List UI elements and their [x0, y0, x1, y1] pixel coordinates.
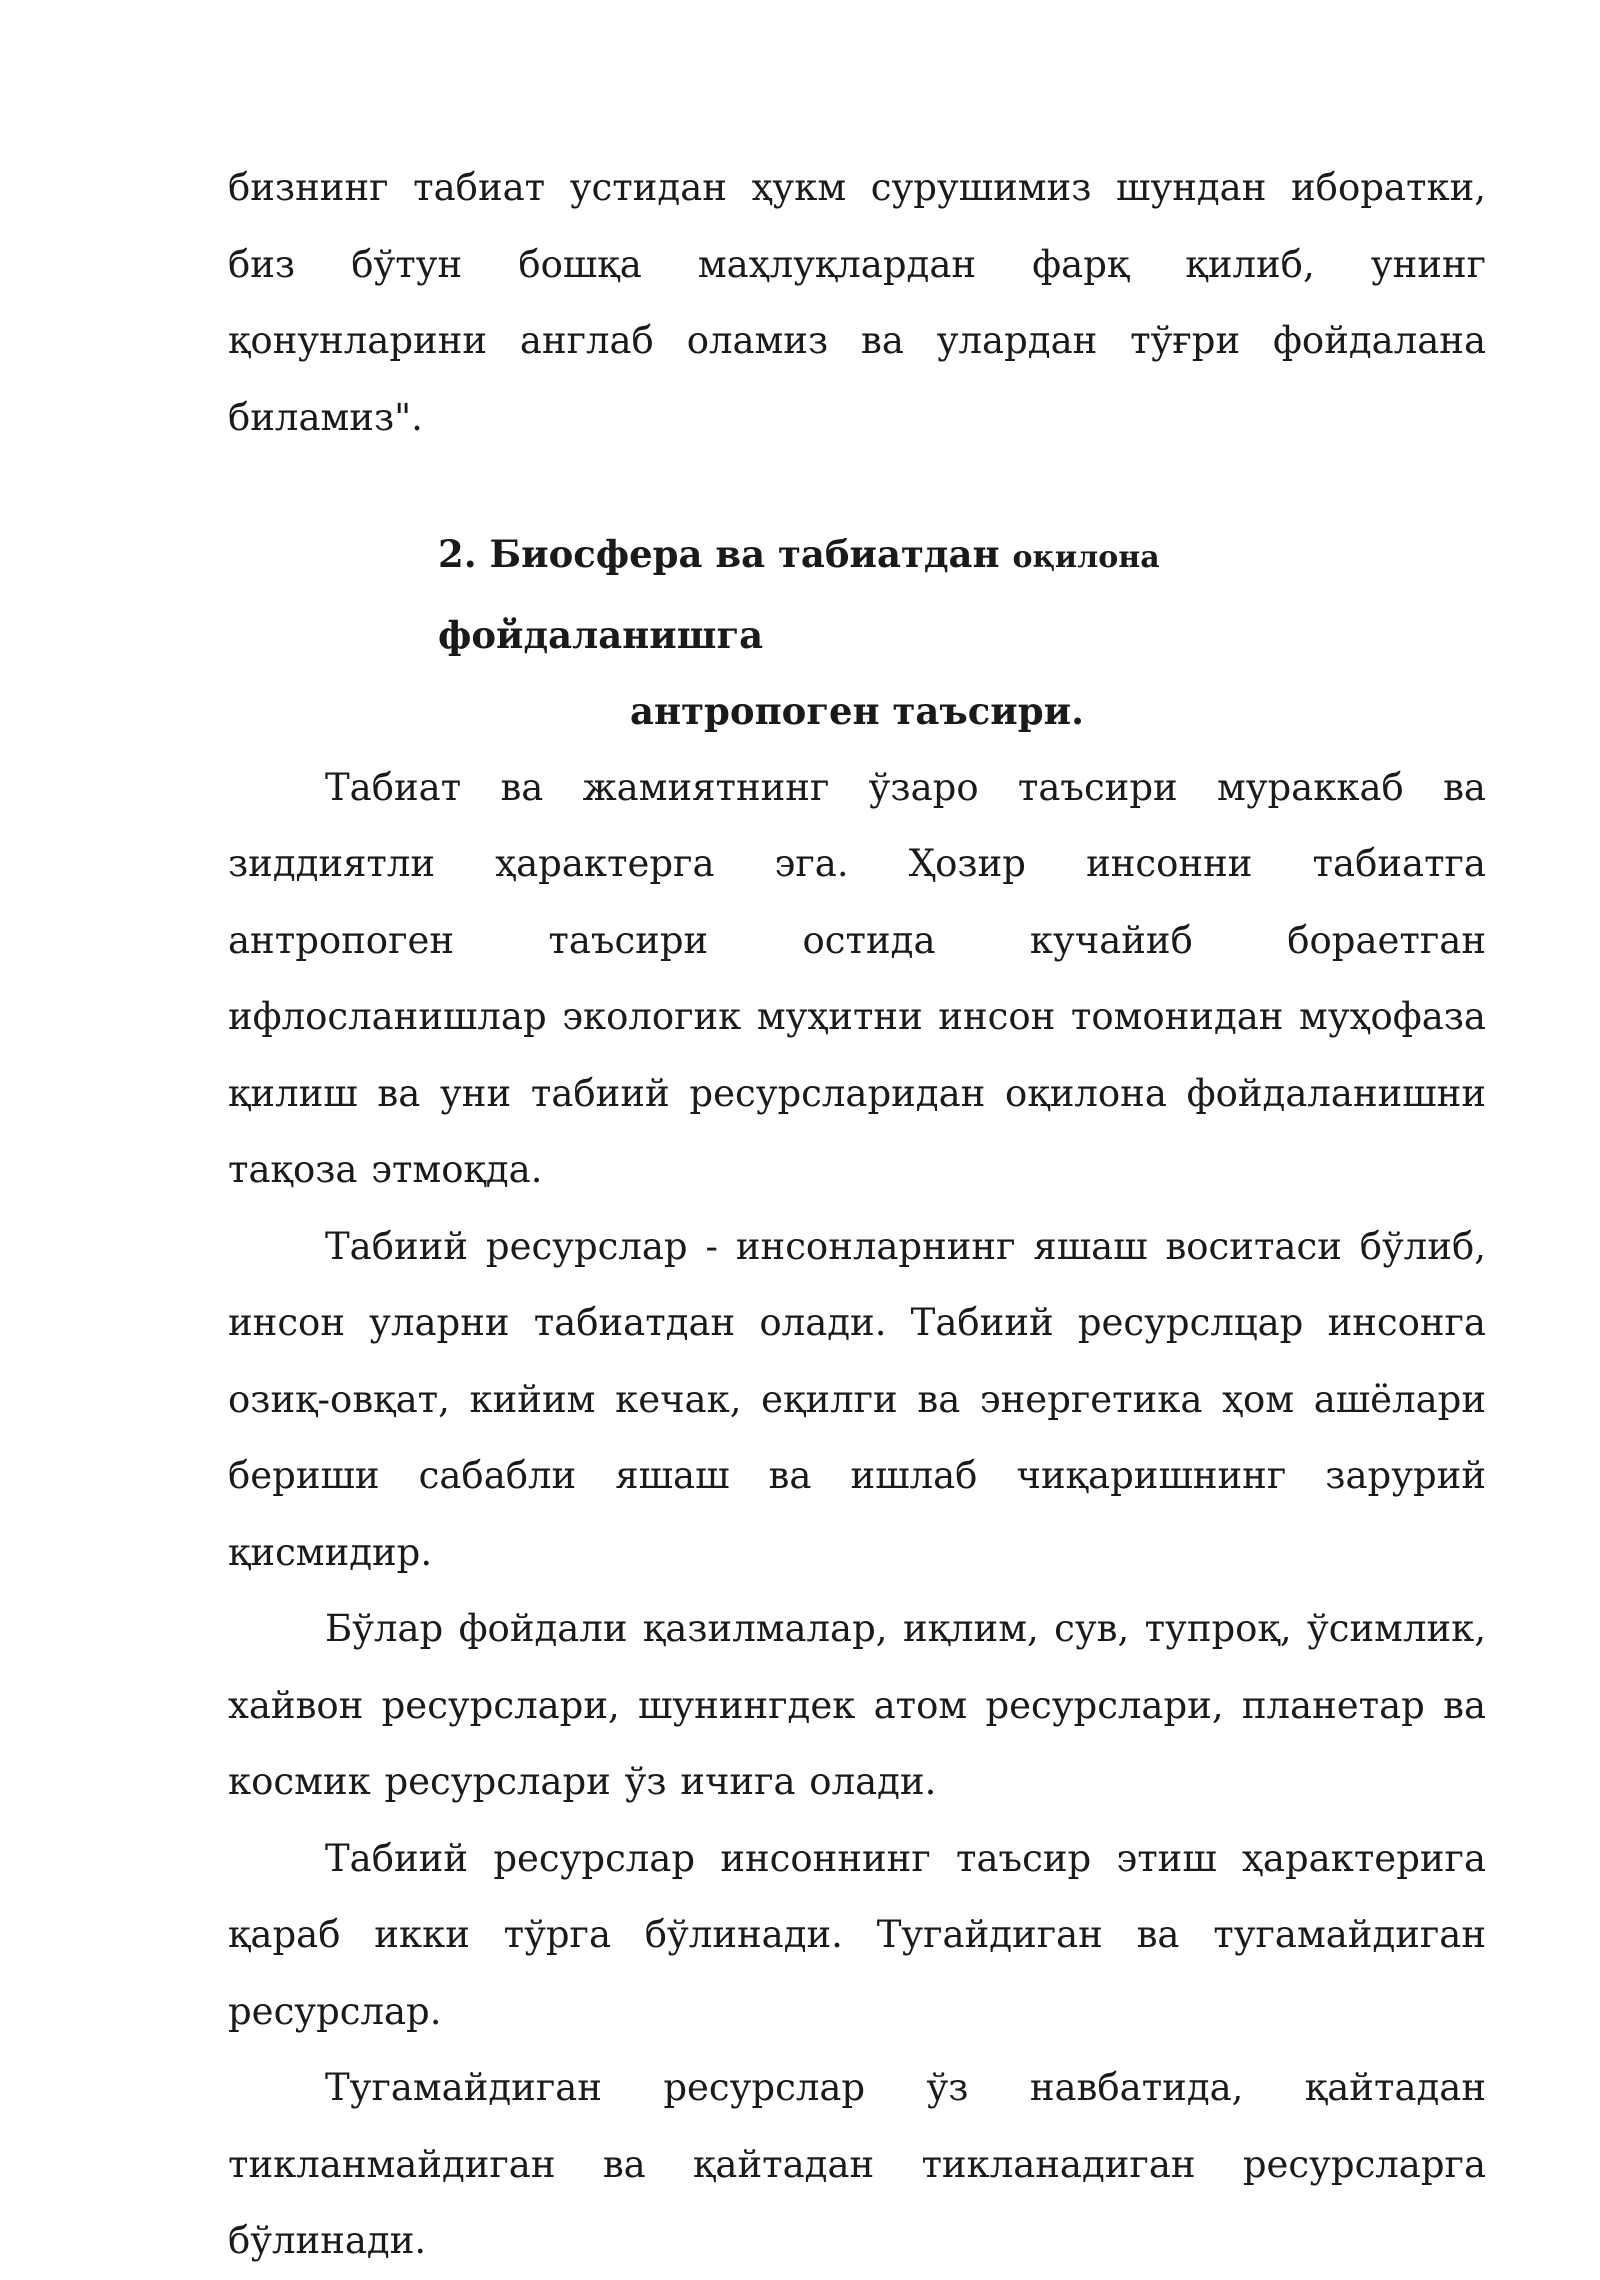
paragraph-inexhaustible-resources: Тугамайдиган ресурслар ўз навбатида, қайтадан тикланмайдиган ва қайтадан тикланадиган ресурсларга бўлинади.: [228, 2066, 1486, 2262]
heading-text-end: фойдаланишга: [438, 612, 764, 657]
paragraph-nature-society: Табиат ва жамиятнинг ўзаро таъсири мураккаб ва зиддиятли ҳарактерга эга. Ҳозир инсонни табиатга антропоген таъсири остида кучайиб бораетган ифлосланишлар экологик муҳитни инсон томонидан муҳофаза қилиш ва уни табиий ресурсларидан оқилона фойдаланишни тақоза этмоқда.: [228, 765, 1486, 1191]
section-heading-line-2: антропоген таъсири.: [630, 689, 1084, 733]
heading-text-small: оқилона: [1012, 540, 1160, 575]
paragraph-resource-types: Бўлар фойдали қазилмалар, иқлим, сув, тупроқ, ўсимлик, хайвон ресурслари, шунингдек атом ресурслари, планетар ва космик ресурслари ўз ичига олади.: [228, 1607, 1486, 1803]
section-heading-line-1: [228, 516, 1486, 673]
paragraph-resource-division: Табиий ресурслар инсоннинг таъсир этиш ҳарактерига қараб икки тўрга бўлинади. Тугайдиган ва тугамайдиган ресурслар.: [228, 1836, 1486, 2033]
paragraph-natural-resources: Табиий ресурслар - инсонларнинг яшаш воситаси бўлиб, инсон уларни табиатдан олади. Табиий ресурслцар инсонга озиқ-овқат, кийим кечак, еқилги ва энергетика ҳом ашёлари бериши сабабли яшаш ва ишлаб чиқаришнинг зарурий қисмидир.: [228, 1224, 1486, 1574]
section-heading: [228, 516, 1486, 750]
intro-paragraph: бизнинг табиат устидан ҳукм сурушимиз шундан иборатки, биз бўтун бошқа маҳлуқлардан фарқ қилиб, унинг қонунларини англаб оламиз ва улардан тўғри фойдалана биламиз".: [228, 166, 1486, 439]
document-page: [228, 150, 1486, 2280]
heading-text-start: 2. Биосфера ва табиатдан: [438, 532, 1013, 576]
